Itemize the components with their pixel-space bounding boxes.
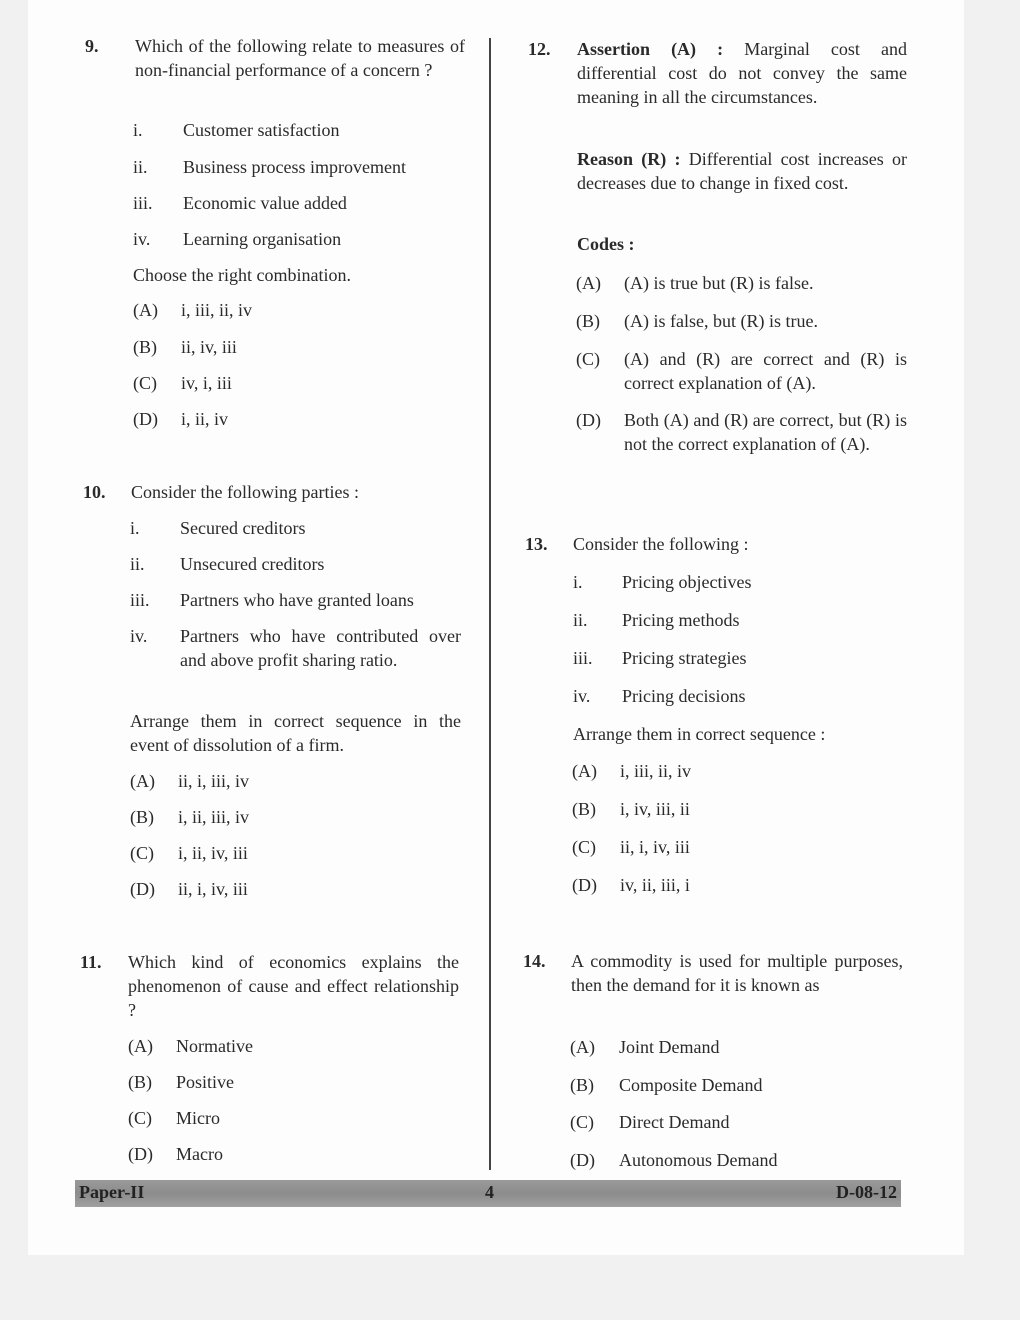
paper-label: Paper-II (79, 1182, 145, 1202)
item-numeral: i. (133, 120, 143, 140)
option-text: ii, i, iv, iii (620, 837, 690, 857)
option-text: Composite Demand (619, 1075, 763, 1095)
reason-text: Differential cost increases or decreases due to change in fixed cost. (577, 149, 907, 193)
item-numeral: iv. (573, 686, 591, 706)
question-number: 13. (525, 534, 548, 554)
item-text: Learning organisation (183, 229, 342, 249)
item-numeral: ii. (130, 554, 145, 574)
option-text: ii, i, iv, iii (178, 879, 248, 899)
option-label: (A) (576, 273, 601, 293)
item-text: Pricing strategies (622, 648, 747, 668)
item-numeral: i. (130, 518, 140, 538)
option-text: (A) and (R) are correct and (R) is correct explanation of (A). (624, 349, 907, 393)
question-number: 11. (80, 952, 102, 972)
assertion-text: Marginal cost and differential cost do not convey the same meaning in all the circumstances. (577, 39, 907, 107)
item-text: Secured creditors (180, 518, 306, 538)
option-label: (B) (133, 337, 157, 357)
option-label: (A) (130, 771, 155, 791)
item-numeral: iii. (130, 590, 150, 610)
option-text: Direct Demand (619, 1112, 730, 1132)
item-text: Economic value added (183, 193, 347, 213)
option-label: (C) (570, 1112, 594, 1132)
option-text: (A) is true but (R) is false. (624, 273, 814, 293)
item-text: Unsecured creditors (180, 554, 325, 574)
reason (577, 147, 907, 195)
option-label: (D) (133, 409, 158, 429)
option-text: ii, i, iii, iv (178, 771, 250, 791)
option-text: Normative (176, 1036, 253, 1056)
option-text: (A) is false, but (R) is true. (624, 311, 818, 331)
question-number: 14. (523, 951, 546, 971)
item-numeral: iii. (573, 648, 593, 668)
option-label: (D) (130, 879, 155, 899)
codes-label: Codes : (577, 234, 635, 254)
page-number: 4 (485, 1182, 494, 1202)
column-divider (489, 38, 491, 1170)
option-text: Both (A) and (R) are correct, but (R) is not the correct explanation of (A). (624, 410, 907, 454)
question-text: Consider the following parties : (131, 482, 359, 502)
option-label: (A) (570, 1037, 595, 1057)
instruction: Arrange them in correct sequence in the event of dissolution of a firm. (130, 711, 461, 755)
item-numeral: ii. (133, 157, 148, 177)
question-number: 9. (85, 36, 99, 56)
question-number: 12. (528, 39, 551, 59)
option-label: (B) (130, 807, 154, 827)
option-text: Positive (176, 1072, 235, 1092)
option-text: Micro (176, 1108, 220, 1128)
item-text: Business process improvement (183, 157, 406, 177)
option-label: (A) (133, 300, 158, 320)
item-numeral: iii. (133, 193, 153, 213)
option-label: (D) (572, 875, 597, 895)
option-text: i, iv, iii, ii (620, 799, 690, 819)
question-text: Consider the following : (573, 534, 749, 554)
option-text: i, iii, ii, iv (181, 300, 253, 320)
item-numeral: i. (573, 572, 583, 592)
option-text: Autonomous Demand (619, 1150, 778, 1170)
option-text: ii, iv, iii (181, 337, 237, 357)
option-label: (C) (133, 373, 157, 393)
item-text: Customer satisfaction (183, 120, 340, 140)
option-text: i, iii, ii, iv (620, 761, 692, 781)
reason-label: Reason (R) : (577, 149, 681, 169)
item-text: Pricing objectives (622, 572, 752, 592)
item-numeral: ii. (573, 610, 588, 630)
option-label: (C) (576, 349, 600, 369)
option-label: (D) (570, 1150, 595, 1170)
question-text: A commodity is used for multiple purposes, then the demand for it is known as (571, 951, 903, 995)
option-label: (A) (128, 1036, 153, 1056)
item-numeral: iv. (130, 626, 148, 646)
page-footer (75, 1180, 901, 1207)
instruction: Choose the right combination. (133, 265, 351, 285)
option-label: (D) (128, 1144, 153, 1164)
option-label: (B) (572, 799, 596, 819)
option-text: i, ii, iv, iii (178, 843, 248, 863)
item-text: Pricing decisions (622, 686, 746, 706)
option-text: Joint Demand (619, 1037, 720, 1057)
assertion-label: Assertion (A) : (577, 39, 724, 59)
option-text: i, ii, iii, iv (178, 807, 250, 827)
option-text: Macro (176, 1144, 223, 1164)
item-text: Partners who have contributed over and above profit sharing ratio. (180, 626, 461, 670)
question-number: 10. (83, 482, 106, 502)
option-label: (D) (576, 410, 601, 430)
option-label: (C) (130, 843, 154, 863)
item-numeral: iv. (133, 229, 151, 249)
item-text: Pricing methods (622, 610, 740, 630)
assertion (577, 37, 907, 109)
option-label: (C) (128, 1108, 152, 1128)
question-text: Which kind of economics explains the phenomenon of cause and effect relationship ? (128, 952, 459, 1020)
option-label: (C) (572, 837, 596, 857)
option-label: (B) (128, 1072, 152, 1092)
option-text: iv, ii, iii, i (620, 875, 690, 895)
option-label: (A) (572, 761, 597, 781)
instruction: Arrange them in correct sequence : (573, 724, 826, 744)
option-text: iv, i, iii (181, 373, 232, 393)
option-text: i, ii, iv (181, 409, 229, 429)
option-label: (B) (576, 311, 600, 331)
item-text: Partners who have granted loans (180, 590, 414, 610)
question-text: Which of the following relate to measures of non-financial performance of a concern ? (135, 36, 465, 80)
paper-code: D-08-12 (836, 1182, 897, 1202)
option-label: (B) (570, 1075, 594, 1095)
